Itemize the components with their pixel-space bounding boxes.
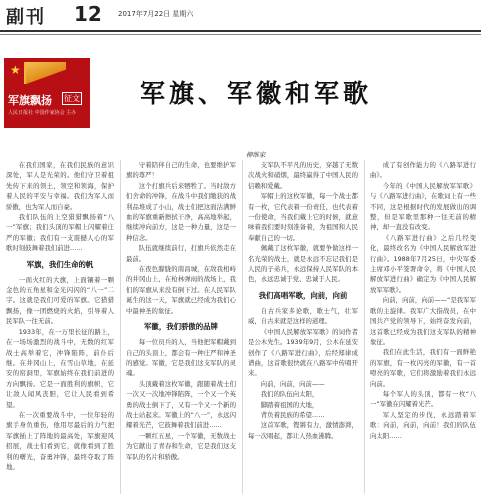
section-subheading: 我们高唱军歌，向前，向前 <box>258 290 348 300</box>
masthead <box>0 0 481 30</box>
body-paragraph: 《中国人民解放军军歌》的词作者是公木先生。1939年9月，公木在延安创作了《八路军进行曲》，后经郑律成谱曲，这首歌很快就在八路军中传唱开来。 <box>248 327 358 378</box>
page-number: 12 <box>74 2 102 26</box>
body-paragraph: 队伍就继续前行，打旗兵依然走在最前。 <box>126 244 236 263</box>
article-column-2 <box>126 160 236 496</box>
body-paragraph: 支军队不平凡的历史，穿越了无数次战火和硝烟，最终赢得了中国人民的信赖和爱戴。 <box>248 161 358 190</box>
star-icon: ★ <box>10 63 21 77</box>
body-paragraph: 向前，向前，向前—— <box>260 379 325 388</box>
logo-tag: 征文 <box>64 94 80 103</box>
column-separator <box>364 160 365 494</box>
column-separator <box>120 160 121 494</box>
article-column-3 <box>248 160 358 496</box>
article-column-4 <box>370 160 476 496</box>
article-byline: 柳维家 <box>246 151 266 159</box>
body-paragraph: 成了有创作能力的《八路军进行曲》。 <box>370 161 476 180</box>
body-paragraph: 这首军歌，铿锵有力，激情澎湃，每一次唱起，都让人热血沸腾。 <box>248 421 358 440</box>
body-paragraph: 向前，向前，向前——“是我军军歌的主旋律。我军广大指战员，在中国共产党的领导下，始终奋发向前，这首歌已经成为我们这支军队的精神象征。 <box>370 296 476 346</box>
section-subheading: 军旗，我们生命的帆 <box>26 259 94 269</box>
body-paragraph: 在我们国家，在我们民族的意识深处，军人是光荣的。他们守卫着祖先传下来的领土，领空和领海，保护着人民的平安与幸福。我们为军人而骄傲，也为军人而自豪。 <box>6 161 114 211</box>
body-paragraph: 每一位员兵的人，当他把军帽戴到自己的头顶上，都会有一种庄严和神圣的感觉。军徽，它是我们这支军队的灵魂。 <box>126 338 236 378</box>
body-paragraph: 今年的《中国人民解放军军歌》与《八路军进行曲》，在歌词上有一些不同，这是根据时代的发展做出的调整，但是军歌里那种一往无前的精神，却一直没有改变。 <box>370 181 476 232</box>
masthead-rule <box>0 30 481 32</box>
song-lyric-line: 背负着民族的希望…… <box>260 410 325 419</box>
article-headline: 军旗、军徽和军歌 <box>140 79 373 108</box>
body-paragraph: 我们在此生活，我们有一面鲜艳的军旗，有一枚闪亮的军徽，有一首嘹亮的军歌，它们将激励着我们永远向前。 <box>370 348 476 388</box>
body-paragraph: 佩戴了这枚军徽，就要争做这样一名光荣的战士，就是永远不忘记我们是人民的子弟兵，永远保持人民军队的本色，永远忠诚于党、忠诚于人民。 <box>248 244 358 284</box>
issue-date: 2017年7月22日 星期六 <box>118 10 194 18</box>
article-column-1 <box>6 160 114 496</box>
body-paragraph: 军人坚定的步伐，永远踏着军歌：向前，向前，向前！我们的队伍向太阳…… <box>370 410 476 440</box>
body-paragraph: 自古兵家多论歌，歌士气，壮军威，自古来就是这样的道理。 <box>248 306 358 326</box>
song-lyric-line: 脚踏着祖国的大地， <box>260 400 319 409</box>
series-logo <box>4 58 90 128</box>
body-paragraph: 每个军人的头顶，都有一枚“八一”军徽在闪耀着光芒。 <box>370 389 476 409</box>
body-paragraph: 一颗红五星，一个军徽，无数战士为它献出了青春和生命，它是我们这支军队的名片和骄傲。 <box>126 431 236 461</box>
section-title: 副刊 <box>6 7 46 28</box>
song-lyric-line: 我们的队伍向太阳， <box>260 390 319 399</box>
body-paragraph: 头顶戴着这枚军徽，跟随着战士们一次又一次地冲锋陷阵，一个又一个英勇的战士倒下了，又有一个又一个新的战士站起来。军徽上的“八一”，永远闪耀着光芒，它鼓舞着我们前进…… <box>126 379 236 430</box>
body-paragraph: 军帽上的这枚军徽，每一个战士都有一枚，它代表着一份责任，也代表着一份使命，当我们戴上它的时候，就意味着我们要时刻准备着，为祖国和人民奉献自己的一切。 <box>248 192 358 242</box>
body-paragraph: 在一次重要战斗中，一位年轻的旗手身负重伤，他用尽最后的力气把军旗插上了阵地的最高处，军旗迎风招展，战士们看到它，就像看到了胜利的曙光，奋勇冲锋，最终夺取了阵地。 <box>6 410 114 471</box>
body-paragraph: 守着陪伴自己的生命，也要维护军旗的尊严！ <box>126 161 236 180</box>
body-paragraph: 我们队伍的上空猎猎飘扬着“八一”军旗；我们头顶的军帽上闪耀着庄严的军徽；我们有一支震撼人心的军歌时刻鼓舞着我们前进…… <box>6 213 114 253</box>
logo-title: 军旗飘扬 <box>8 94 52 107</box>
body-paragraph: 一面火红的大旗，上面镶着一颗金色的五角星和金光闪闪的“八一”二字。这就是我们可爱的军旗。它猎猎飘扬，像一团燃烧的火焰，引导着人民军队一往无前。 <box>6 275 114 326</box>
body-paragraph: 1933年，在一万里长征的路上，在一场场激烈的战斗中，无数的红军战士高举着它，冲锋陷阵，前仆后继。在井冈山上，在雪山草地，在延安的窑洞里，军旗始终在我们前进的方向飘扬。它是一面胜利的旗帜，它让敌人闻风丧胆，它让人民看到希望。 <box>6 327 114 409</box>
body-paragraph: 这个打旗兵后来牺牲了。当时敌方们舍命的冲锋，在战斗中我们缴获的战利品堆成了小山，战士们把这面沾满鲜血的军旗重新擦拭干净，高高地举起，继续冲向前方，这是一种力量，这是一种信念。 <box>126 181 236 242</box>
body-paragraph: 在夜色朦胧的南昌城，在敌我相峙的井冈山上，在枪林弹雨的战场上，我们的军旗从来没有倒下过。在人民军队诞生的这一天，军旗就已经成为我们心中最神圣的象征。 <box>126 265 236 315</box>
body-paragraph: 《八路军进行曲》之后几经变化，最终改名为《中国人民解放军进行曲》。1988年7月25日，中央军委主席邓小平签署命令，将《中国人民解放军进行曲》确定为《中国人民解放军军歌》。 <box>370 233 476 294</box>
column-separator <box>242 160 243 494</box>
logo-subtitle: 人民日报社 中国作家协会 主办 <box>8 110 77 116</box>
section-subheading: 军徽，我们骄傲的品牌 <box>144 322 218 332</box>
masthead-rule-thin <box>0 34 481 35</box>
flag-icon <box>24 62 66 84</box>
